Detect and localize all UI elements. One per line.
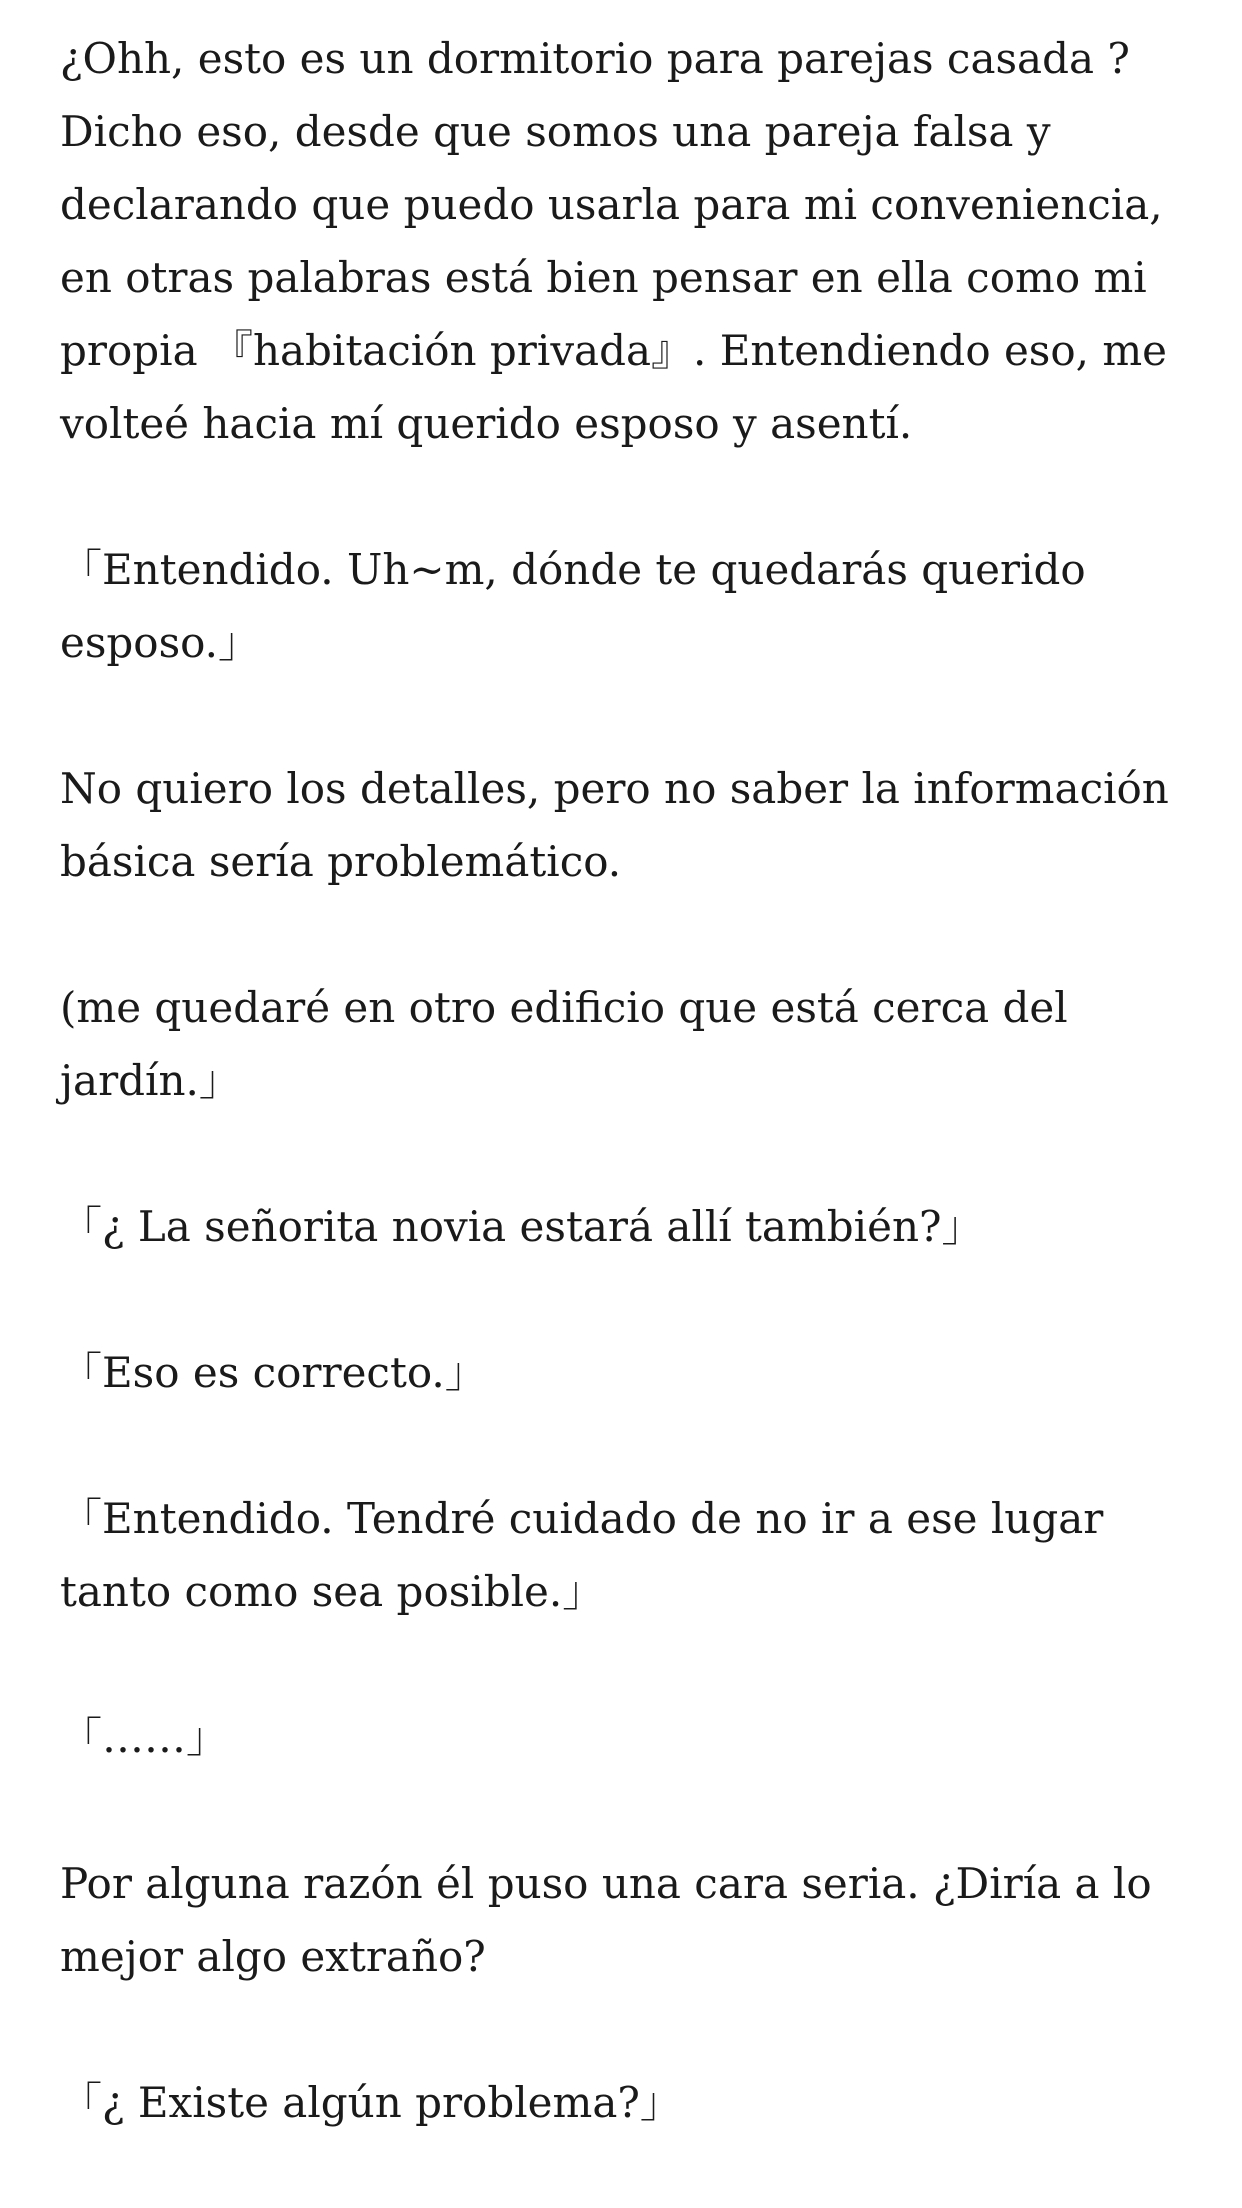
paragraph-dialogue-careful: 「Entendido. Tendré cuidado de no ir a ese lugar tanto como sea posible.」 (60, 1494, 1104, 1616)
paragraph-dialogue-other-building: (me quedaré en otro edificio que está cerca del jardín.」 (60, 983, 1068, 1105)
paragraph-dialogue-problem: 「¿ Existe algún problema?」 (60, 2078, 682, 2127)
paragraph-narration-details: No quiero los detalles, pero no saber la información básica sería problemático. (60, 764, 1169, 886)
paragraph-dialogue-bride-there: 「¿ La señorita novia estará allí también?」 (60, 1202, 984, 1251)
paragraph-narration-bedroom: ¿Ohh, esto es un dormitorio para parejas casada ? Dicho eso, desde que somos una pareja falsa y declarando que puedo usarla para mi conveniencia, en otras palabras está bien pensar en ella como mi propia 『habitación privada』. Entendiendo eso, me volteé hacia mí querido esposo y asentí. (60, 34, 1168, 448)
paragraph-dialogue-ellipsis: 「……」 (60, 1713, 229, 1762)
paragraph-dialogue-correct: 「Eso es correcto.」 (60, 1348, 487, 1397)
paragraph-dialogue-where-stay: 「Entendido. Uh~m, dónde te quedarás querido esposo.」 (60, 545, 1086, 667)
paragraph-narration-serious-face: Por alguna razón él puso una cara seria. ¿Diría a lo mejor algo extraño? (60, 1859, 1152, 1981)
reading-page (60, 22, 1180, 2139)
